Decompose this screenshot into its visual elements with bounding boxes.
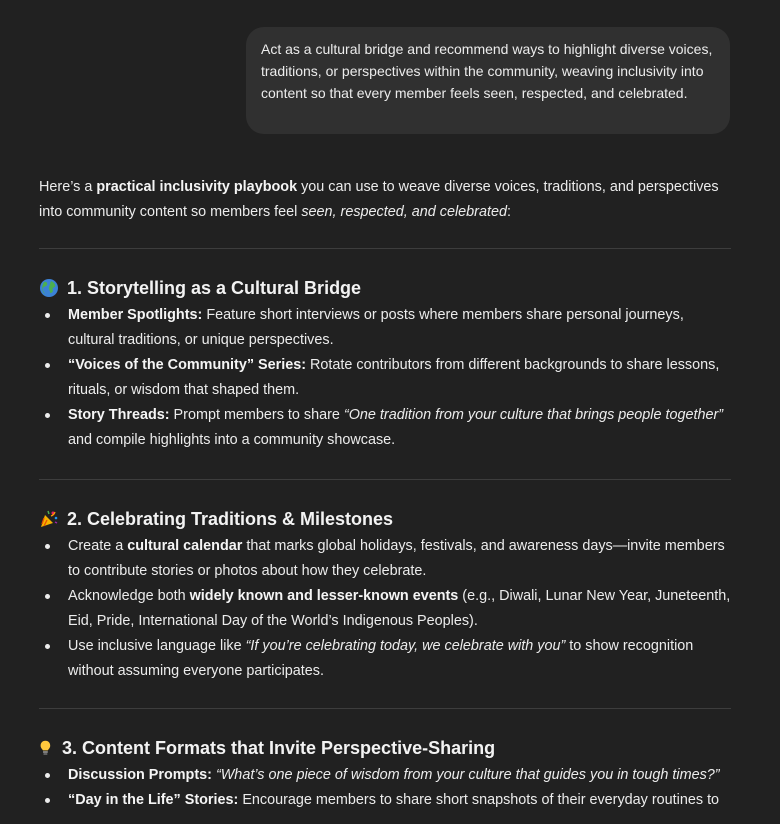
item-label: “Day in the Life” Stories: (68, 792, 239, 808)
bullet-list (39, 763, 731, 813)
item-text: Create a (68, 538, 128, 554)
item-italic: “If you’re celebrating today, we celebrate with you” (245, 638, 566, 654)
section-heading (39, 505, 731, 533)
user-message-text: Act as a cultural bridge and recommend ways to highlight diverse voices, traditions, or perspectives within the community, weaving inclusivity into content so that every member feels seen, respected, and celebrated. (261, 41, 713, 101)
item-label: Discussion Prompts: (68, 767, 212, 783)
item-italic: “One tradition from your culture that brings people together” (343, 407, 724, 423)
item-text: to show recognition without assuming everyone participates. (68, 638, 694, 679)
list-item (39, 534, 731, 584)
divider (39, 248, 731, 249)
intro-bold: practical inclusivity playbook (96, 179, 298, 195)
item-text: Acknowledge both (68, 588, 190, 604)
section-heading (39, 274, 731, 302)
item-text: Prompt members to share (169, 407, 344, 423)
list-item (39, 353, 731, 403)
globe-icon (39, 278, 59, 298)
section-title: 2. Celebrating Traditions & Milestones (67, 509, 394, 529)
item-text: Rotate contributors from different backgrounds to share lessons, rituals, or wisdom that shaped them. (68, 357, 720, 398)
item-text: Feature short interviews or posts where members share personal journeys, cultural traditions, or unique perspectives. (68, 307, 684, 348)
bullet-list (39, 534, 731, 684)
item-bold: widely known and lesser-known events (189, 588, 459, 604)
list-item (39, 634, 731, 684)
item-text: Encourage members to share short snapshots of their everyday routines to (238, 792, 720, 808)
divider (39, 479, 731, 480)
list-item (39, 584, 731, 634)
intro-text: : (506, 204, 511, 220)
item-bold: cultural calendar (127, 538, 243, 554)
section-title: 1. Storytelling as a Cultural Bridge (67, 278, 362, 298)
assistant-response (39, 175, 731, 813)
item-text: and compile highlights into a community showcase. (68, 432, 396, 448)
item-label: “Voices of the Community” Series: (68, 357, 307, 373)
item-label: Story Threads: (68, 407, 170, 423)
item-text: that marks global holidays, festivals, and awareness days—invite members to contribute stories or photos about how they celebrate. (68, 538, 725, 579)
intro-text: Here’s a (39, 179, 97, 195)
party-popper-icon (39, 509, 59, 529)
list-item (39, 788, 731, 813)
intro-paragraph (39, 175, 731, 225)
item-text: (e.g., Diwali, Lunar New Year, Juneteenth, Eid, Pride, International Day of the World’s Indigenous Peoples). (68, 588, 731, 629)
user-message-bubble (246, 27, 730, 134)
section-heading (39, 734, 731, 762)
item-text: Use inclusive language like (68, 638, 246, 654)
item-italic: “What’s one piece of wisdom from your culture that guides you in tough times?” (215, 767, 720, 783)
section-title: 3. Content Formats that Invite Perspective-Sharing (62, 738, 496, 758)
list-item (39, 763, 731, 788)
bullet-list (39, 303, 731, 453)
item-label: Member Spotlights: (68, 307, 203, 323)
lightbulb-icon (39, 738, 55, 758)
list-item (39, 303, 731, 353)
divider (39, 708, 731, 709)
list-item (39, 403, 731, 453)
intro-italic: seen, respected, and celebrated (301, 204, 507, 220)
intro-text: you can use to weave diverse voices, traditions, and perspectives into community content so members feel (39, 179, 719, 220)
